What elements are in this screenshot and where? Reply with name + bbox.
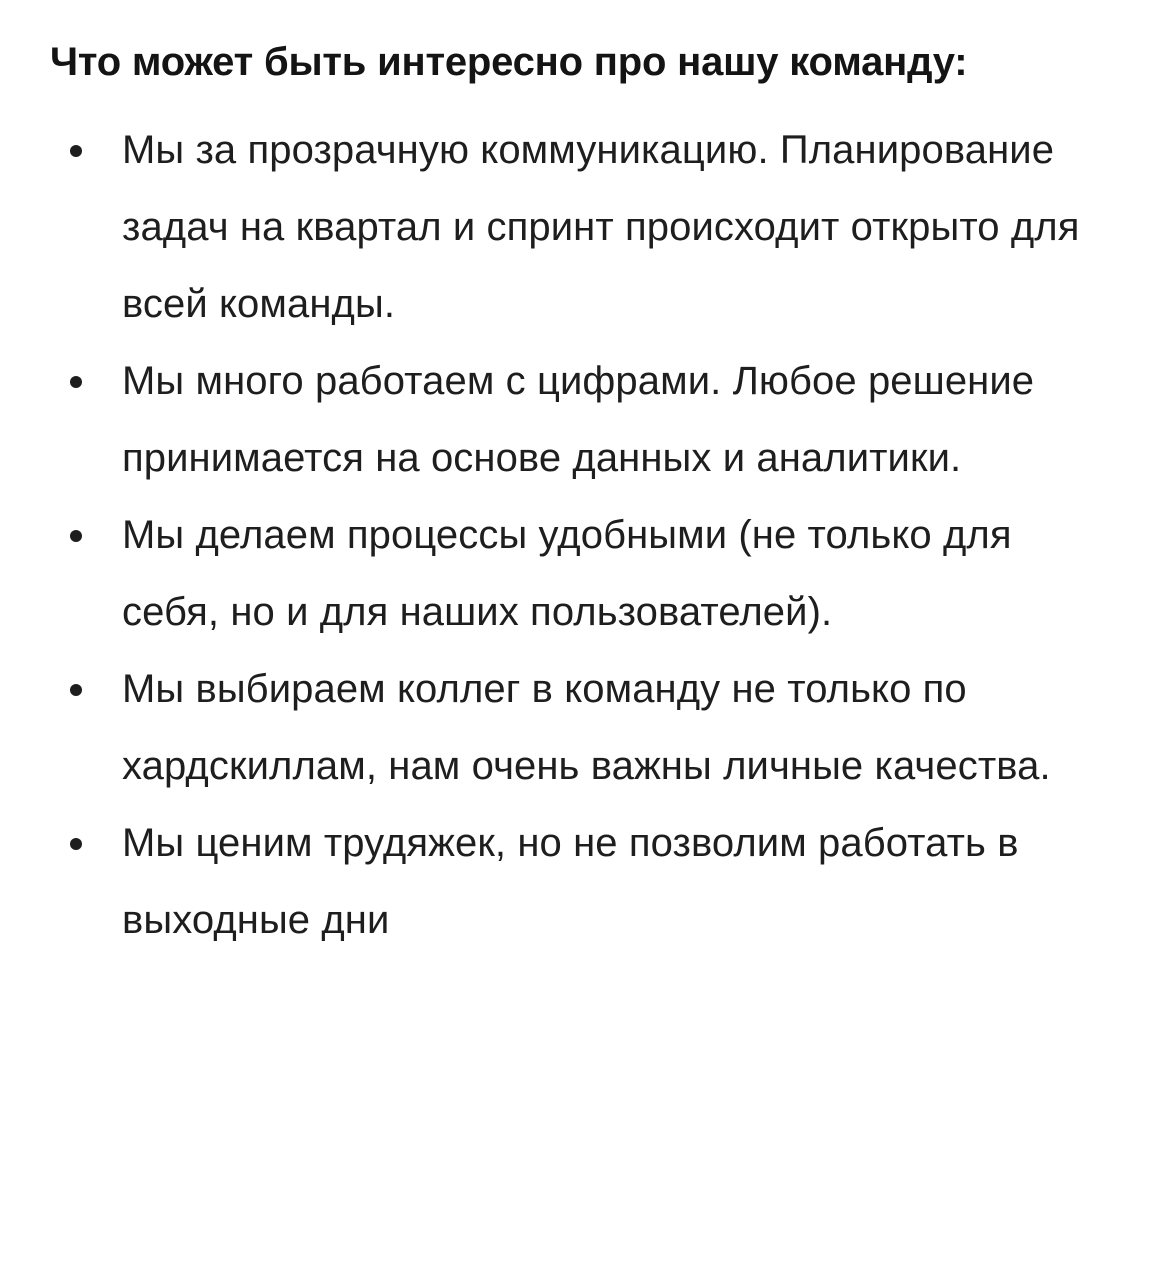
bullet-icon bbox=[70, 838, 82, 850]
bullet-icon bbox=[70, 684, 82, 696]
bullet-list bbox=[50, 112, 1105, 959]
list-item-text: Мы выбираем коллег в команду не только по хардскиллам, нам очень важны личные качества. bbox=[122, 667, 1051, 788]
bullet-icon bbox=[70, 376, 82, 388]
bullet-icon bbox=[70, 530, 82, 542]
list-item-text: Мы делаем процессы удобными (не только для себя, но и для наших пользователей). bbox=[122, 513, 1012, 634]
list-item bbox=[50, 805, 1105, 959]
bullet-icon bbox=[70, 145, 82, 157]
list-item bbox=[50, 651, 1105, 805]
list-item-text: Мы ценим трудяжек, но не позволим работать в выходные дни bbox=[122, 821, 1019, 942]
list-item-text: Мы за прозрачную коммуникацию. Планирование задач на квартал и спринт происходит открыто для всей команды. bbox=[122, 128, 1080, 326]
list-item bbox=[50, 343, 1105, 497]
list-item bbox=[50, 497, 1105, 651]
list-item bbox=[50, 112, 1105, 343]
section-heading: Что может быть интересно про нашу команду: bbox=[50, 40, 968, 84]
list-item-text: Мы много работаем с цифрами. Любое решение принимается на основе данных и аналитики. bbox=[122, 359, 1035, 480]
